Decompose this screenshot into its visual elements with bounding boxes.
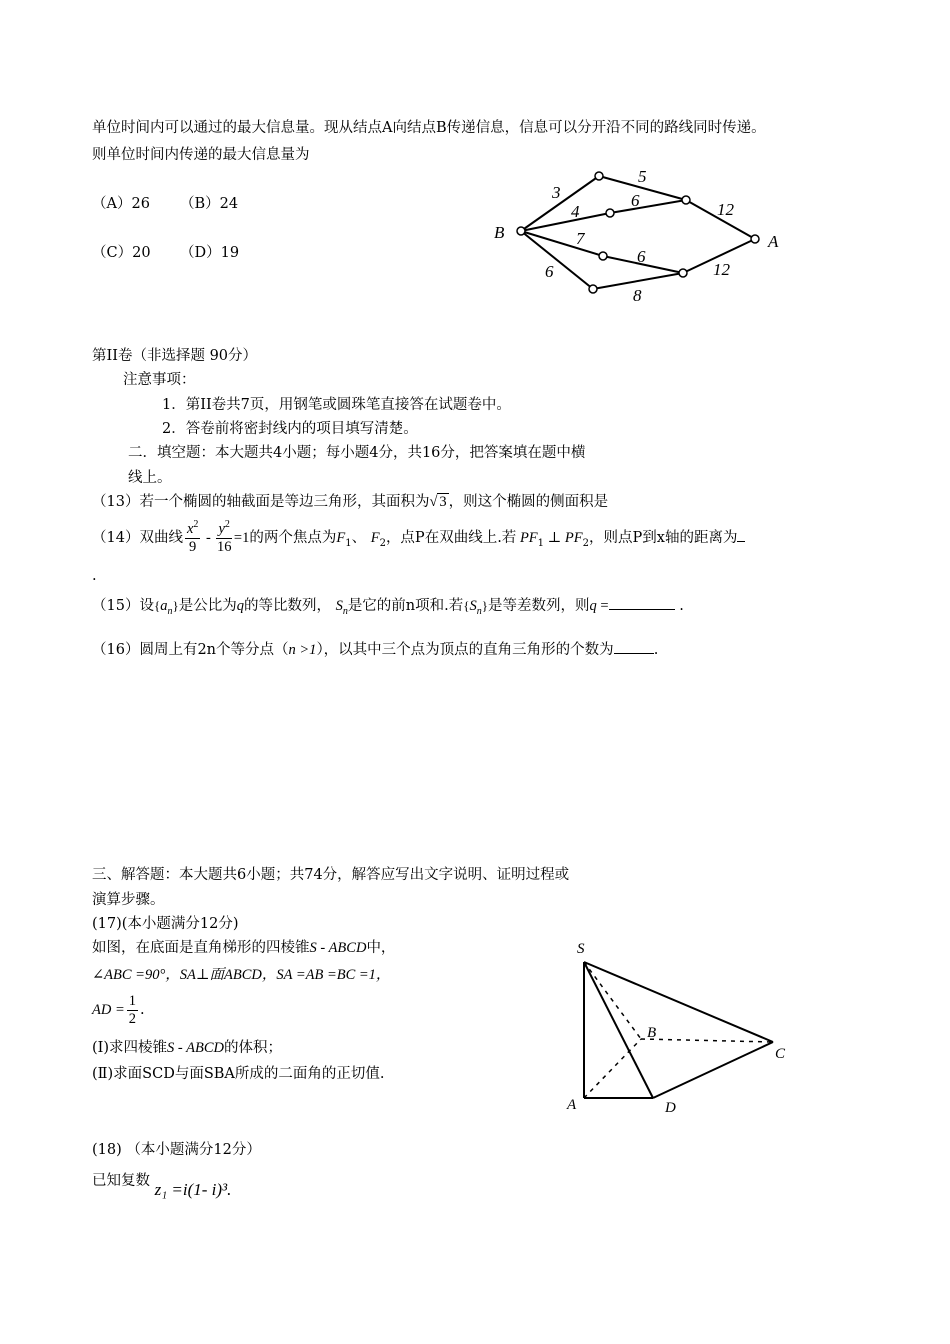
node-b-label: B — [494, 223, 505, 242]
q17-line-2: ∠ABC =90°，SA⊥面ABCD，SA =AB =BC =1， — [92, 967, 391, 983]
vertex-d-label: D — [665, 1100, 676, 1115]
q17-line-1: 如图，在底面是直角梯形的四棱锥S - ABCD中， — [92, 940, 396, 956]
q18-title: (18) （本小题满分12分） — [92, 1142, 261, 1158]
part2-note-2: 2．答卷前将密封线内的项目填写清楚。 — [162, 421, 418, 437]
q17-part-2: (Ⅱ)求面SCD与面SBA所成的二面角的正切值. — [92, 1066, 385, 1082]
question-16: （16）圆周上有2n个等分点（n >1），以其中三个点为顶点的直角三角形的个数为 . — [92, 642, 659, 658]
q12-network-diagram — [480, 160, 800, 310]
weight-label: 12 — [713, 260, 730, 279]
vertex-a-label: A — [567, 1097, 577, 1113]
weight-label: 6 — [545, 262, 554, 281]
weight-label: 6 — [637, 247, 646, 266]
question-14-cont: . — [92, 568, 97, 584]
part3-header-cont: 演算步骤。 — [92, 892, 165, 908]
q12-option-b: （B）24 — [180, 196, 239, 212]
q17-pyramid-figure — [555, 935, 795, 1115]
q12-text-line2: 则单位时间内传递的最大信息量为 — [92, 147, 310, 163]
q12-option-d: （D）19 — [180, 245, 240, 261]
weight-label: 5 — [638, 167, 647, 186]
weight-label: 12 — [717, 200, 734, 219]
fill-section-header-cont: 线上。 — [128, 470, 172, 486]
weight-label: 4 — [571, 202, 580, 221]
q12-option-c: （C）20 — [92, 245, 151, 261]
vertex-b-label: B — [647, 1025, 657, 1041]
part2-notice: 注意事项： — [123, 372, 196, 388]
question-14: （14）双曲线 $\frac{x^2}{9}$ - $\frac{y^2}{16}$ =1的两个焦点为$F_1$、 $F_2$，点P在双曲线上.若 $PF_1$ ⊥ $PF_2$，则点P到x轴的距离为 — [92, 519, 745, 557]
vertex-s-label: S — [577, 941, 585, 957]
question-15: （15）设$\{a_n\}$是公比为q的等比数列， $S_n$是它的前n项和.若$\{S_n\}$是等差数列，则q = . — [92, 598, 684, 617]
part2-note-1: 1．第II卷共7页，用钢笔或圆珠笔直接答在试题卷中。 — [162, 397, 511, 413]
question-13: （13）若一个椭圆的轴截面是等边三角形，其面积为√ 3 ，则这个椭圆的侧面积是 — [92, 494, 609, 510]
q18-line-1: 已知复数 z₁ =i(1- i)³. — [92, 1173, 232, 1199]
weight-label: 7 — [576, 229, 585, 248]
weight-label: 3 — [552, 183, 561, 202]
weight-label: 6 — [631, 191, 640, 210]
weight-label: 8 — [633, 286, 642, 305]
vertex-c-label: C — [775, 1046, 786, 1062]
part3-header: 三、解答题：本大题共6小题；共74分，解答应写出文字说明、证明过程或 — [92, 867, 570, 883]
node-a-label: A — [768, 232, 779, 251]
q12-text-line1: 单位时间内可以通过的最大信息量。现从结点A向结点B传递信息，信息可以分开沿不同的路线同时传递。 — [92, 120, 766, 136]
fill-section-header: 二．填空题：本大题共4小题；每小题4分，共16分，把答案填在题中横 — [128, 445, 586, 461]
q17-line-3: AD = $\frac{1}{2}$ . — [92, 992, 145, 1027]
q12-option-a: （A）26 — [92, 196, 150, 212]
part2-title: 第II卷（非选择题 90分） — [92, 348, 258, 364]
q17-title: (17)(本小题满分12分) — [92, 916, 239, 932]
q17-part-1: (Ⅰ)求四棱锥S - ABCD的体积； — [92, 1040, 282, 1056]
